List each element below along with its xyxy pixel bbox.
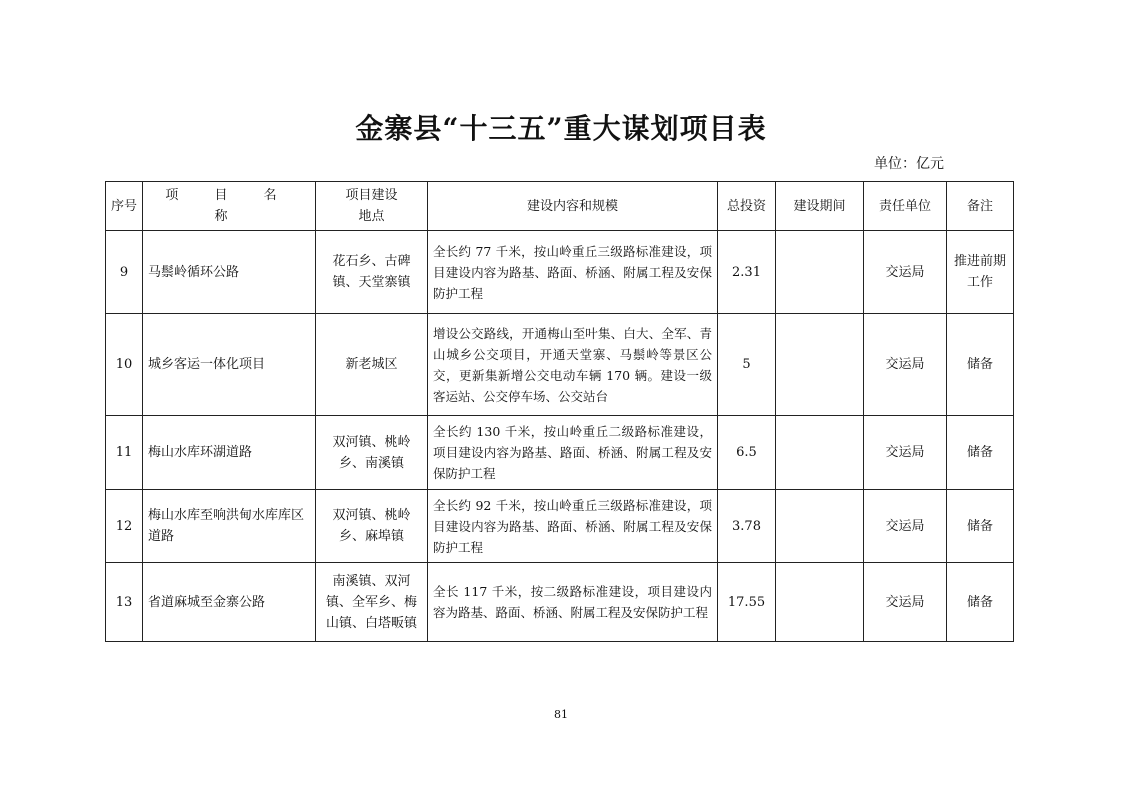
cell-remark: 储备	[947, 490, 1014, 563]
cell-seq: 13	[106, 563, 143, 642]
cell-remark: 储备	[947, 314, 1014, 416]
cell-responsible: 交运局	[864, 490, 947, 563]
cell-investment: 17.55	[718, 563, 776, 642]
cell-location: 双河镇、桃岭乡、麻埠镇	[316, 490, 428, 563]
table-row	[106, 416, 1014, 490]
cell-name: 省道麻城至金寨公路	[143, 563, 316, 642]
cell-content: 增设公交路线，开通梅山至叶集、白大、全军、青山城乡公交项目，开通天堂寨、马鬃岭等景区公交，更新集新增公交电动车辆 170 辆。建设一级客运站、公交停车场、公交站台	[428, 314, 718, 416]
cell-period	[776, 416, 864, 490]
header-location-line2: 地点	[358, 209, 385, 224]
cell-period	[776, 231, 864, 314]
unit-label: 单位：亿元	[874, 156, 944, 172]
cell-responsible: 交运局	[864, 416, 947, 490]
header-name	[143, 182, 316, 231]
cell-remark: 储备	[947, 563, 1014, 642]
cell-period	[776, 314, 864, 416]
cell-seq: 11	[106, 416, 143, 490]
table-row	[106, 314, 1014, 416]
header-name-label: 项 目 名 称	[165, 188, 293, 224]
cell-seq: 10	[106, 314, 143, 416]
cell-location: 双河镇、桃岭乡、南溪镇	[316, 416, 428, 490]
cell-seq: 12	[106, 490, 143, 563]
cell-responsible: 交运局	[864, 563, 947, 642]
cell-name: 梅山水库至响洪甸水库库区道路	[143, 490, 316, 563]
cell-investment: 2.31	[718, 231, 776, 314]
cell-name: 梅山水库环湖道路	[143, 416, 316, 490]
cell-responsible: 交运局	[864, 231, 947, 314]
cell-period	[776, 490, 864, 563]
table-row	[106, 490, 1014, 563]
cell-responsible: 交运局	[864, 314, 947, 416]
cell-location: 花石乡、古碑镇、天堂寨镇	[316, 231, 428, 314]
cell-location: 新老城区	[316, 314, 428, 416]
header-period: 建设期间	[776, 182, 864, 231]
table-header-row	[106, 182, 1014, 231]
cell-seq: 9	[106, 231, 143, 314]
header-location	[316, 182, 428, 231]
table-row	[106, 563, 1014, 642]
document-title: 金寨县“十三五”重大谋划项目表	[355, 112, 767, 145]
cell-content: 全长 117 千米，按二级路标准建设，项目建设内容为路基、路面、桥涵、附属工程及安保防护工程	[428, 563, 718, 642]
header-seq: 序号	[106, 182, 143, 231]
cell-investment: 3.78	[718, 490, 776, 563]
cell-content: 全长约 130 千米，按山岭重丘二级路标准建设，项目建设内容为路基、路面、桥涵、附属工程及安保防护工程	[428, 416, 718, 490]
cell-location: 南溪镇、双河镇、全军乡、梅山镇、白塔畈镇	[316, 563, 428, 642]
table-row	[106, 231, 1014, 314]
header-content: 建设内容和规模	[428, 182, 718, 231]
cell-remark: 储备	[947, 416, 1014, 490]
cell-investment: 5	[718, 314, 776, 416]
header-location-line1: 项目建设	[345, 188, 398, 203]
header-responsible: 责任单位	[864, 182, 947, 231]
cell-name: 城乡客运一体化项目	[143, 314, 316, 416]
cell-content: 全长约 92 千米，按山岭重丘三级路标准建设，项目建设内容为路基、路面、桥涵、附属工程及安保防护工程	[428, 490, 718, 563]
cell-content: 全长约 77 千米，按山岭重丘三级路标准建设，项目建设内容为路基、路面、桥涵、附属工程及安保防护工程	[428, 231, 718, 314]
page-number: 81	[554, 708, 568, 721]
cell-remark: 推进前期工作	[947, 231, 1014, 314]
cell-name: 马鬃岭循环公路	[143, 231, 316, 314]
header-investment: 总投资	[718, 182, 776, 231]
cell-period	[776, 563, 864, 642]
project-table	[105, 181, 1014, 642]
cell-investment: 6.5	[718, 416, 776, 490]
header-remark: 备注	[947, 182, 1014, 231]
